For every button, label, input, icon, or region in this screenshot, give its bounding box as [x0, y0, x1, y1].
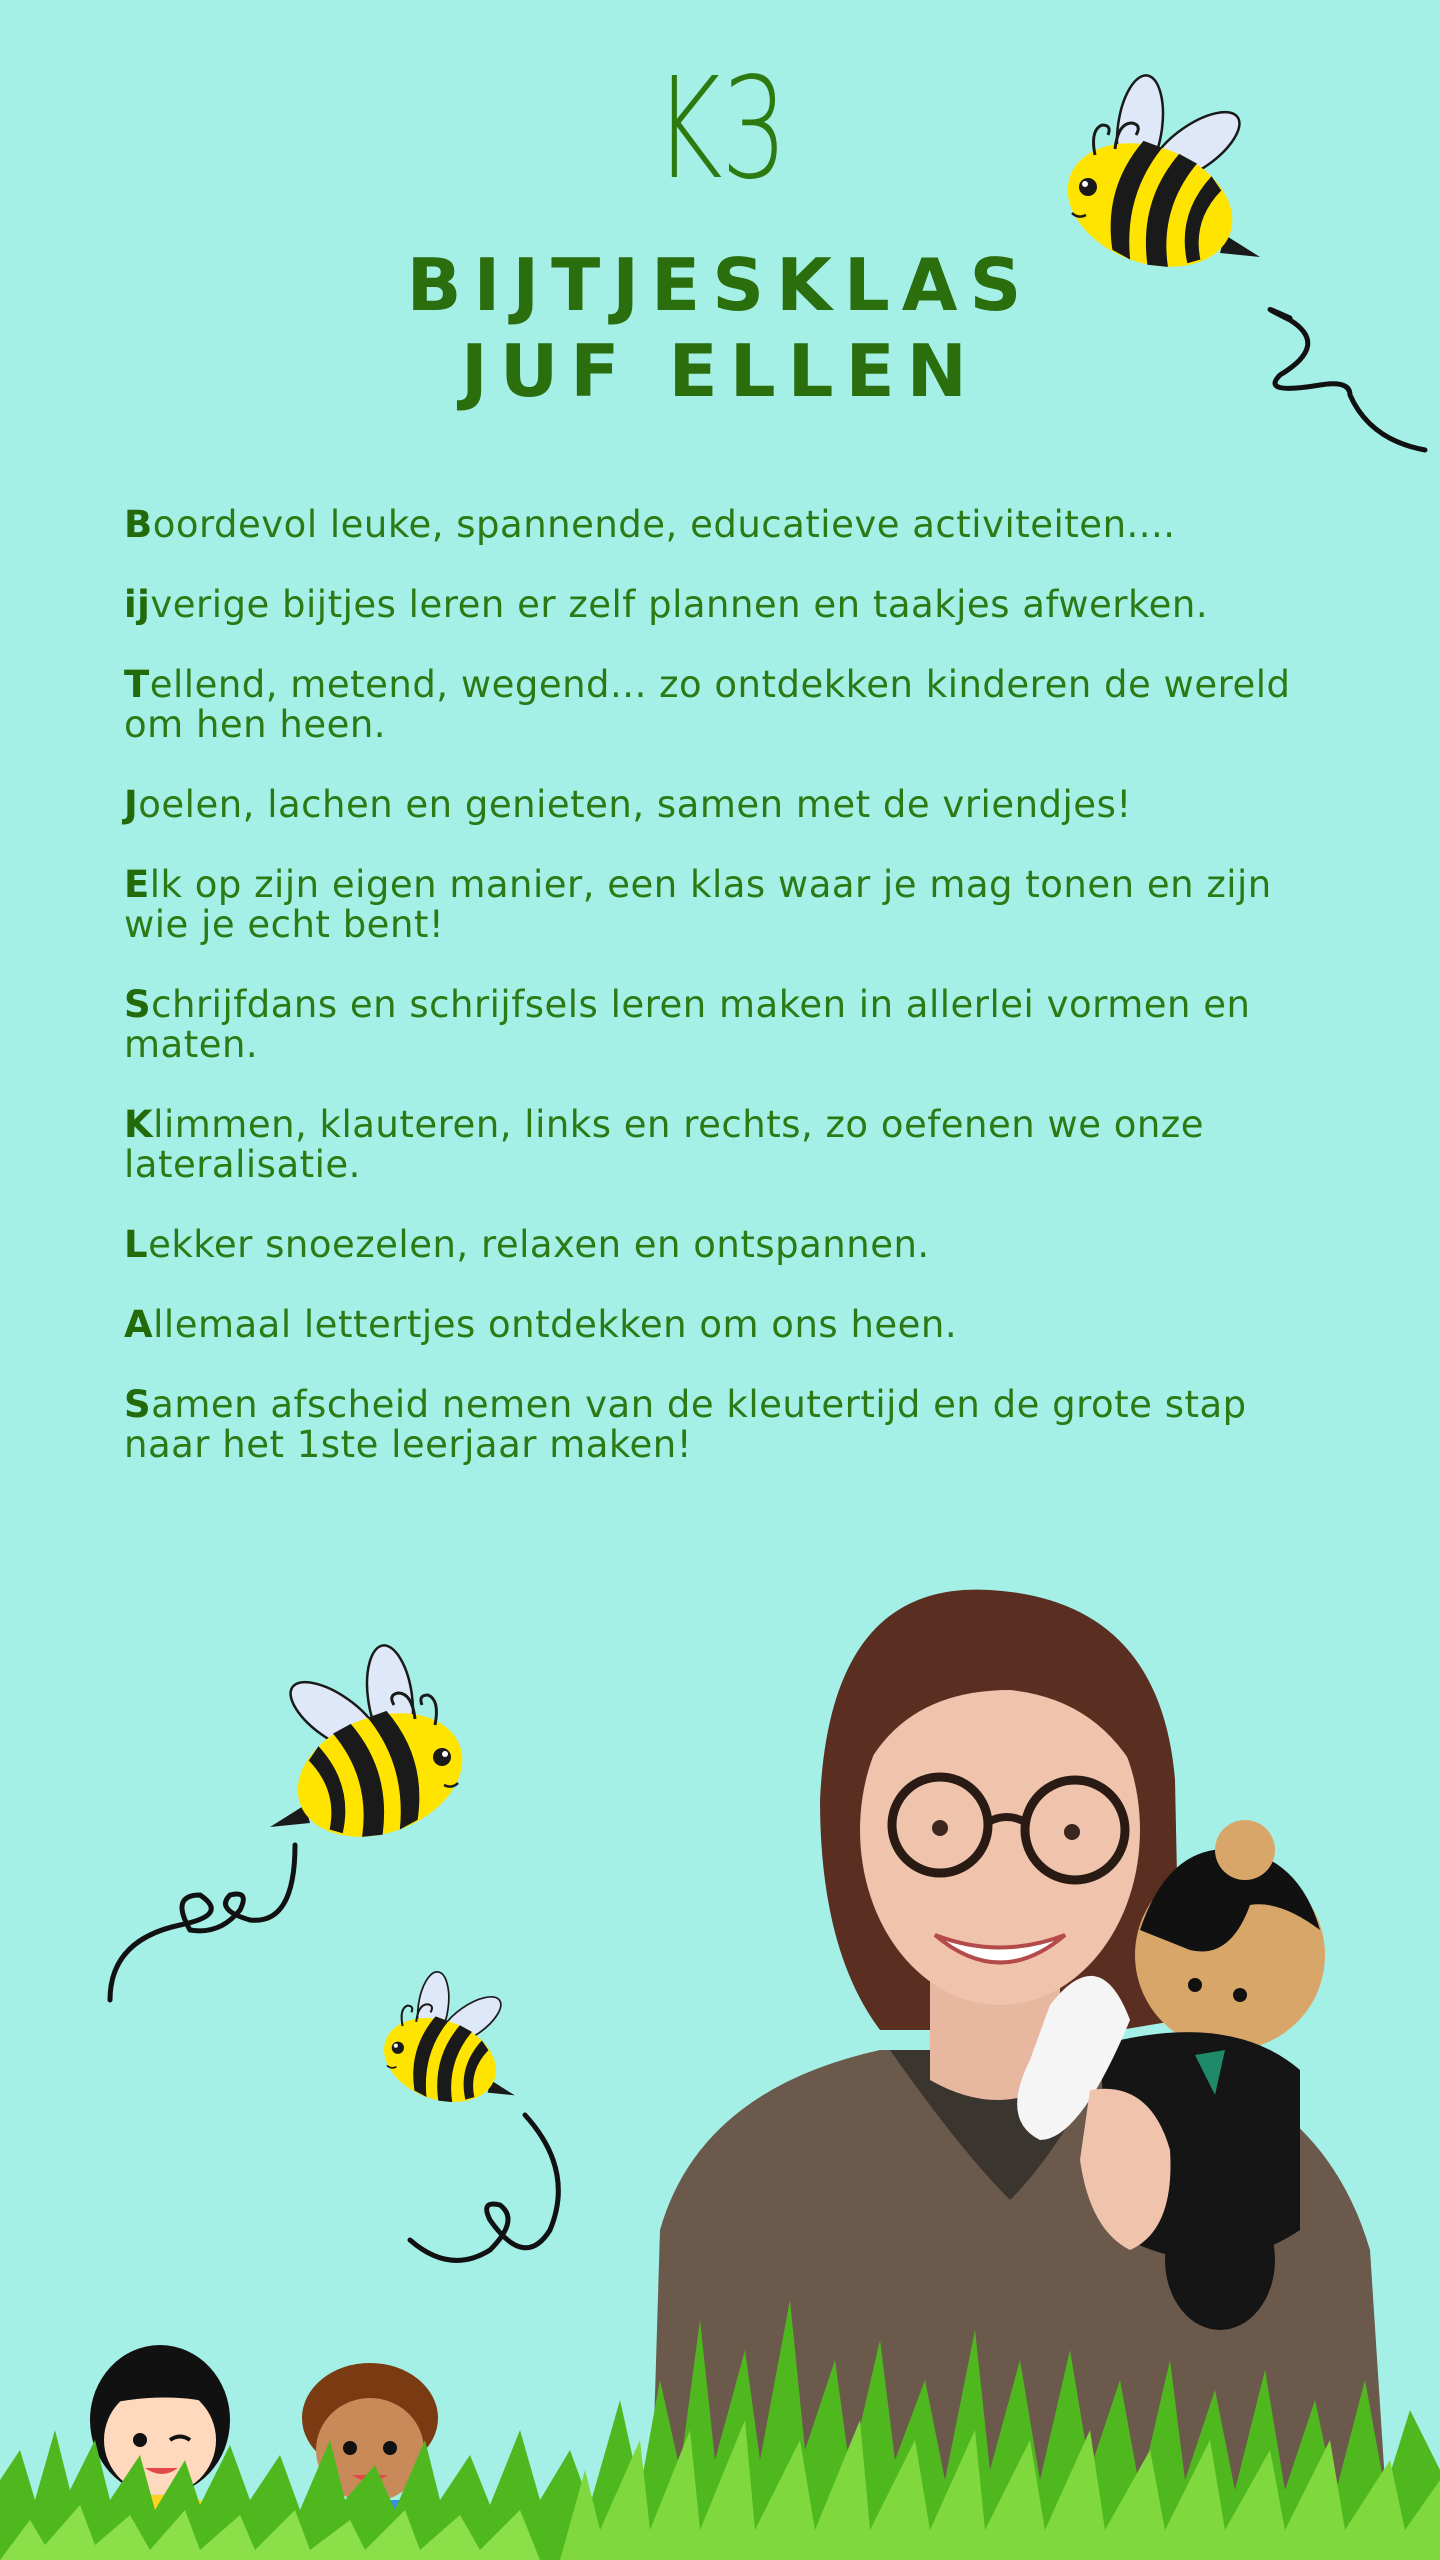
bee-icon [372, 1970, 515, 2117]
title-line-1: BIJTJESKLAS [406, 243, 1034, 327]
acrostic-text: verige bijtjes leren er zelf plannen en taakjes afwerken. [150, 583, 1209, 626]
acrostic-initial: B [124, 503, 153, 546]
acrostic-initial: ij [124, 583, 151, 626]
acrostic-initial: T [124, 663, 150, 706]
acrostic-initial: E [124, 863, 150, 906]
title-line-2: JUF ELLEN [461, 329, 979, 413]
acrostic-text: llemaal lettertjes ontdekken om ons heen. [153, 1303, 958, 1346]
acrostic-text: oelen, lachen en genieten, samen met de vriendjes! [138, 783, 1132, 826]
acrostic-text: chrijfdans en schrijfsels leren maken in allerlei vormen en maten. [124, 983, 1251, 1066]
acrostic-text: amen afscheid nemen van de kleutertijd en de grote stap naar het 1ste leerjaar maken! [124, 1383, 1247, 1466]
acrostic-initial: A [124, 1303, 154, 1346]
curly-trail-icon [1270, 309, 1425, 450]
acrostic-initial: L [124, 1223, 149, 1266]
acrostic-text: oordevol leuke, spannende, educatieve activiteiten.... [152, 503, 1176, 546]
acrostic-initial: K [124, 1103, 154, 1146]
curly-trail-icon [110, 1845, 295, 2000]
bee-icon [270, 1642, 480, 1858]
curly-trail-icon [410, 2115, 558, 2260]
acrostic-text: ellend, metend, wegend... zo ontdekken kinderen de wereld om hen heen. [124, 663, 1291, 746]
acrostic-text: ekker snoezelen, relaxen en ontspannen. [148, 1223, 930, 1266]
acrostic-initial: S [124, 1383, 152, 1426]
acrostic-text: lk op zijn eigen manier, een klas waar je mag tonen en zijn wie je echt bent! [124, 863, 1272, 946]
acrostic-initial: S [124, 983, 152, 1026]
acrostic-initial: J [124, 783, 139, 826]
k3-logo: K3 [653, 48, 787, 211]
acrostic-text: limmen, klauteren, links en rechts, zo oefenen we onze lateralisatie. [124, 1103, 1204, 1186]
bee-icon [1050, 72, 1260, 288]
